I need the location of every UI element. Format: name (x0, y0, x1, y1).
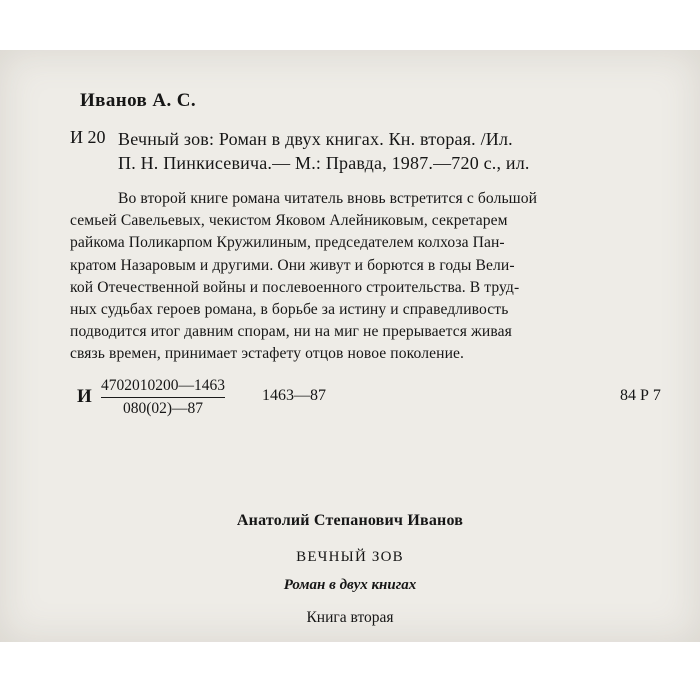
annotation-line: кой Отечественной войны и послевоенного строительства. В труд- (70, 278, 520, 296)
imprint-title: ВЕЧНЫЙ ЗОВ (296, 549, 404, 565)
bibliographic-reference (118, 127, 530, 175)
author-heading: Иванов А. С. (80, 90, 197, 111)
index-series: 1463—87 (262, 387, 326, 404)
imprint-author: Анатолий Степанович Иванов (236, 512, 464, 529)
annotation-line: ных судьбах героев романа, в борьбе за истину и справедливость (70, 301, 509, 319)
classification-code: И 20 (70, 127, 106, 147)
annotation-line: связь времен, принимает эстафету отцов новое поколение. (70, 345, 465, 363)
annotation-line: райкома Поликарпом Кружилиным, председателем колхоза Пан- (70, 234, 505, 252)
reference-line: Вечный зов: Роман в двух книгах. Кн. вторая. /Ил. (118, 129, 513, 149)
reference-line: П. Н. Пинкисевича.— М.: Правда, 1987.—720 с., ил. (118, 153, 530, 173)
annotation-line: подводится итог давним спорам, ни на миг не прерывается живая (70, 323, 512, 341)
index-numerator: 4702010200—1463 (101, 377, 225, 398)
annotation-line: Во второй книге романа читатель вновь встретится с большой (118, 190, 538, 207)
annotation-line: семьей Савельевых, чекистом Яковом Алейниковым, секретарем (70, 212, 508, 230)
bbk-code: 84 Р 7 (620, 387, 661, 404)
annotation-line: кратом Назаровым и другими. Они живут и борются в годы Вели- (70, 256, 515, 274)
imprint-subtitle: Роман в двух книгах (283, 577, 417, 593)
index-fraction (101, 377, 225, 418)
index-prefix: И (77, 386, 92, 407)
annotation (70, 188, 652, 366)
imprint-book-number: Книга вторая (306, 609, 394, 626)
index-denominator: 080(02)—87 (122, 400, 204, 417)
